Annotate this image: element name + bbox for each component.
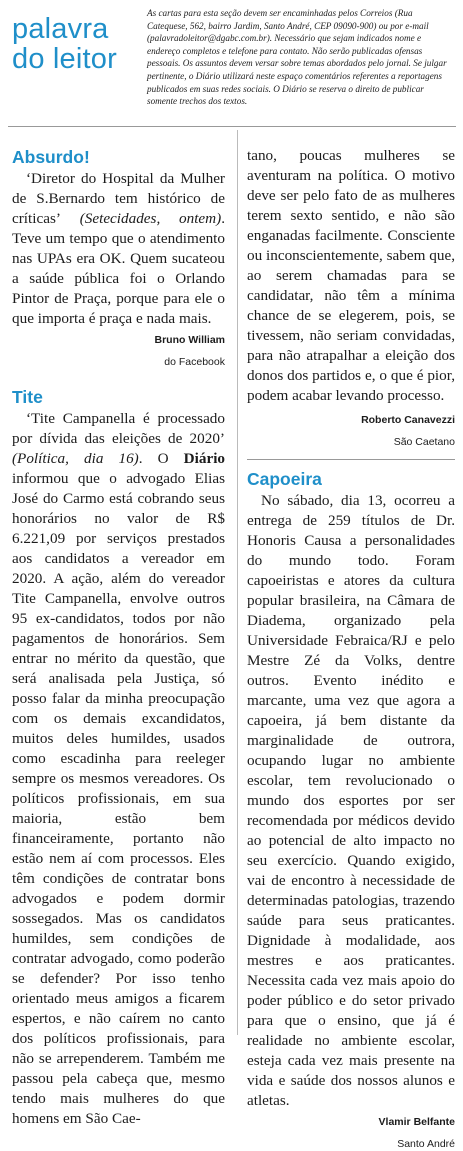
left-column (12, 146, 225, 1129)
letter-heading: Absurdo! (12, 147, 90, 167)
letter-author: Roberto Canavezzi (361, 414, 455, 426)
letter-divider (247, 459, 455, 460)
article-reference: (Setecidades, ontem) (60, 210, 222, 227)
article-reference: (Política, dia 16) (12, 450, 139, 467)
letter-body (12, 169, 225, 329)
submission-instructions: As cartas para esta seção devem ser encaminhadas pelos Correios (Rua Catequese, 562, bairro Jardim, Santo André, CEP 09090-900) ou por e-mail (palavradoleitor@dgabc.com.br). Necessário que sejam indicados nome e endereço completos e telefone para contato. Não serão publicadas ofensas pessoais. Os assuntos devem versar sobre temas abordados pelo jornal. Se julgar pertinente, o Diário utilizará neste espaço comentários referentes a reportagens publicados em suas redes sociais. O Diário se reserva o direito de publicar somente trechos dos textos. (147, 8, 447, 107)
section-title-line1: palavra (12, 13, 109, 45)
letter-text: . O (138, 450, 184, 467)
letter-text: informou que o advogado Elias José do Carmo está cobrando seus honorários no valor de R$ 6.221,09 por serviços prestados aos candidatos a vereador em 2020. A ação, além do vereador Tite Campanella, envolve outros 95 ex-candidatos, todos por não pagamentos de honorários. Sem entrar no mérito da questão, que será analisada pela Justiça, só posso falar da minha preocupação com os demais excandidatos, muitos deles humildes, usados como escadinha para reeleger sempre os mesmos vereadores. Os políticos profissionais, em sua maioria, estão bem financeiramente, portanto não estão nem aí com processos. Eles têm condições de contratar bons advogados e podem dormir sossegados. Mas os candidatos humildes, sem condições de contratar advogado, como poderão se defender? Por isso tenho orientado meus amigos a ficarem espertos, e não caírem no canto dos políticos profissionais, para não se arrependerem. Também me passou pela cabeça que, mesmo tendo mais mulheres do que homens em São Cae- (12, 470, 225, 1127)
section-title (12, 14, 142, 74)
letter-text: . Teve um tempo que o atendimento nas UPAs era OK. Quem sucateou a saúde pública foi o Orlando Pintor de Praça, porque para ele o que importa é praça e nada mais. (12, 210, 225, 327)
letter-body: No sábado, dia 13, ocorreu a entrega de 259 títulos de Dr. Honoris Causa a personalidades do mundo todo. Foram capoeiristas e atores da cultura popular brasileira, na Câmara de Diadema, organizado pela Universidade Febraica/RJ e pelo Mestre Zé da Volks, dentre outros. Evento inédito e marcante, uma vez que agora a capoeira, já bem distante da marginalidade de outrora, ocupando lugar no ambiente escolar, tem revolucionado o mundo dos esportes por ser recomendada por médicos devido ao potencial de alto impacto no seu exercício. Quando exigido, vai de encontro à necessidade de determinadas patologias, trazendo saúde para seus praticantes. Dignidade à modalidade, aos mestres e aos praticantes. Necessita cada vez mais apoio do poder público e do setor privado para que o ensino, que já é realidade no ambiente escolar, esteja cada vez mais presente na vida e saúde dos nossos alunos e atletas. (247, 492, 455, 1109)
section-title-line2: do leitor (12, 43, 117, 75)
section-header (0, 0, 463, 125)
quoted-headline: ‘Diretor do Hospital da Mulher de S.Bernardo tem histórico de críticas’ (12, 170, 225, 227)
letter-body (12, 409, 225, 1129)
letter-origin: São Caetano (393, 436, 455, 448)
letter-heading: Tite (12, 387, 43, 407)
newspaper-name: Diário (183, 450, 226, 467)
letter-origin: do Facebook (164, 356, 225, 368)
column-divider (237, 130, 238, 1035)
letter-heading: Capoeira (247, 469, 322, 489)
quoted-headline: ‘Tite Campanella é processado por dívida das eleições de 2020’ (12, 410, 225, 447)
header-divider (8, 126, 456, 127)
right-column (247, 146, 455, 1151)
letter-author: Bruno William (154, 334, 225, 346)
letter-origin: Santo André (397, 1138, 455, 1150)
letter-author: Vlamir Belfante (378, 1116, 455, 1128)
letter-body-continued: tano, poucas mulheres se aventuram na política. O motivo deve ser pelo fato de as mulheres terem sexto sentido, e não são enganadas facilmente. Consciente ou inconscientemente, sabem que, ao serem chamadas para se candidatar, não têm a mínima chance de se elegerem, pois, se tivessem, não seriam convidadas, para não atrapalhar a eleição dos donos dos partidos e, o que é pior, podem acabar levando processo. (247, 147, 455, 404)
